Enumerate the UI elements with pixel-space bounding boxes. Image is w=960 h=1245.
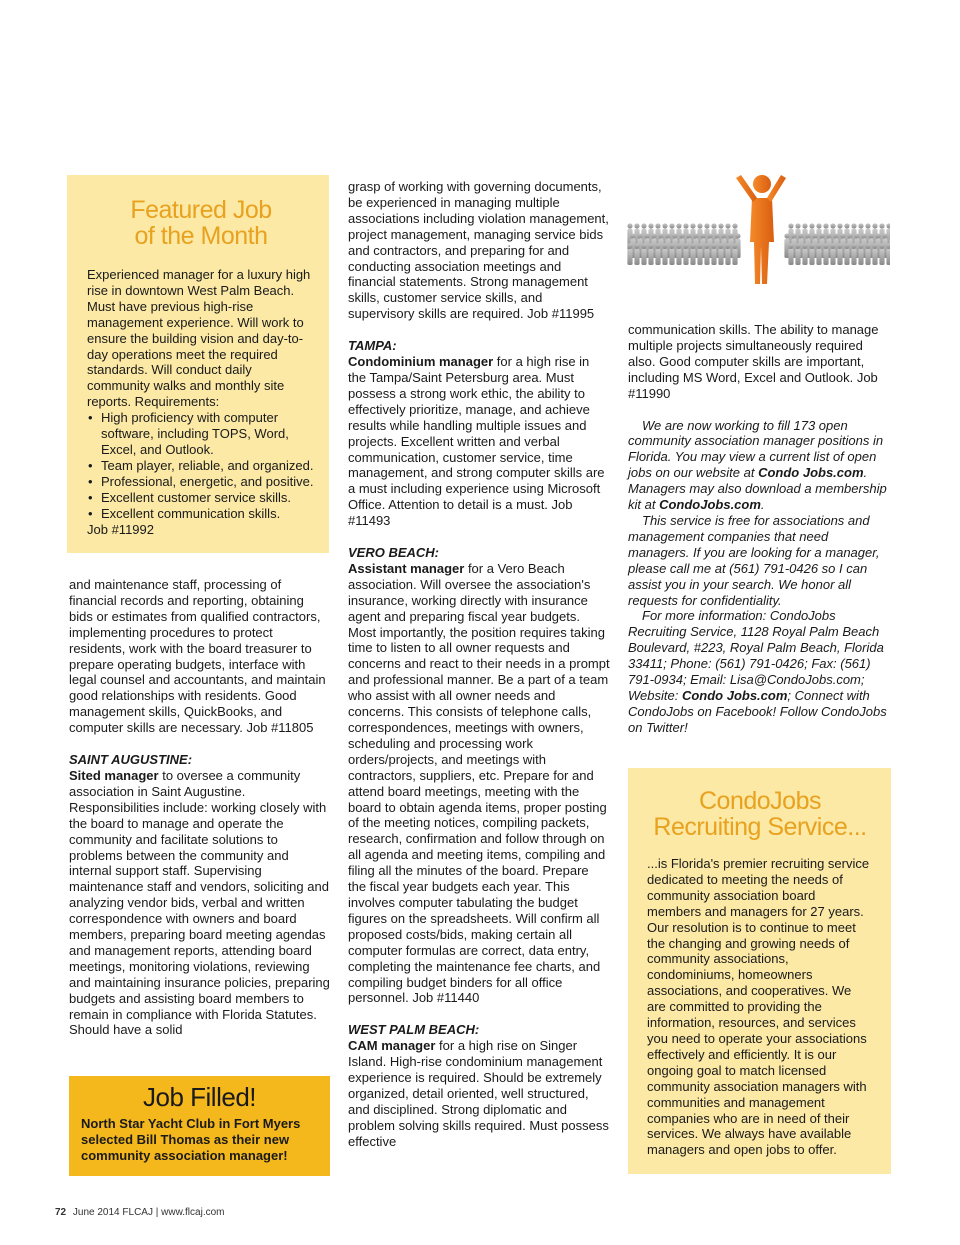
website-link[interactable]: www.flcaj.com <box>161 1207 225 1218</box>
footer-separator: | <box>155 1207 159 1218</box>
featured-job-requirements <box>87 410 315 521</box>
section-heading-west-palm-beach: WEST PALM BEACH: <box>348 1022 480 1038</box>
job-listing-text: communication skills. The ability to manage multiple projects simultaneously required also. Good computer skills are important, including MS Word, Excel and Outlook. Job #11990 <box>628 322 879 401</box>
section-heading-vero-beach: VERO BEACH: <box>348 545 440 561</box>
featured-job-box <box>67 175 329 553</box>
list-item: • High proficiency with computer software, including TOPS, Word, Excel, and Outlook. <box>87 410 315 458</box>
service-paragraph: This service is free for associations and management companies that need managers. If you are looking for a manager, please call me at (561) 791-0426 so I can assist you in your search. We honor all requests for confidentiality. <box>628 512 880 608</box>
list-item: • Excellent communication skills. <box>87 506 315 522</box>
job-listing-tampa: Condominium manager for a high rise in the Tampa/Saint Petersburg area. Must possess a strong work ethic, the ability to effectively prioritize, manage, and achieve results while handling multiple issues and projects. Excellent written and verbal communication, customer service, time management, and strong computer skills are a must including experience using Microsoft Office. Attention to detail is a must. Job #11493 <box>348 354 605 529</box>
issue-label: June 2014 FLCAJ <box>72 1207 153 1218</box>
intro-paragraph: We are now working to fill 173 open community association manager positions in Florida. You may view a current list of open jobs on our website at Condo Jobs.com. Managers may also download a membership kit at CondoJobs.com. <box>628 417 887 513</box>
column-3 <box>628 322 890 736</box>
job-listing-vero-beach: Assistant manager for a Vero Beach association. Will oversee the association's insurance, working directly with insurance agent and preparing fiscal year budgets. Most importantly, the position requires taking time to listen to all owner requests and concerns and react to their needs in a prompt and professional manner. Be a part of a team who assist with all owner needs and concerns. This consists of telephone calls, correspondences, meetings with owners, scheduling and processing work orders/projects, and meetings with contractors, suppliers, etc. Prepare for and attend board meetings, meeting with the board to obtain agenda items, proper posting of the meeting notices, compiling packets, research, confirmation and follow through on all agenda and meeting items, compiling and filing all the minutes of the board. Prepare the fiscal year budgets each year. This involves computer tabulating the budget figures on the spreadsheets. Will confirm all proposed costs/bids, making certain all computer formulas are correct, data entry, completing the maintenance fee charts, and compiling budget binders for all office personnel. Job #11440 <box>348 560 610 1006</box>
featured-job-title: Featured Job of the Month <box>130 196 272 250</box>
column-1 <box>69 577 331 1038</box>
standout-figure <box>736 175 786 284</box>
job-filled-title: Job Filled! <box>143 1082 256 1112</box>
job-listing-text: and maintenance staff, processing of financial records and reporting, obtaining bids or estimates from qualified contractors, implementing procedures to protect residents, work with the board treasurer to prepare operating budgets, interface with legal counsel and accountants, and maintain good relationships with residents. Good management skills, QuickBooks, and computer skills are necessary. Job #11805 <box>69 577 326 736</box>
job-filled-text: North Star Yacht Club in Fort Myers selected Bill Thomas as their new community association manager! <box>81 1116 301 1163</box>
recruiting-service-box <box>628 768 891 1174</box>
list-item: • Excellent customer service skills. <box>87 490 315 506</box>
recruiting-service-title: CondoJobs Recruiting Service... <box>653 787 867 841</box>
job-filled-box <box>69 1076 330 1176</box>
featured-job-number: Job #11992 <box>87 521 154 537</box>
crowd-standout-illustration <box>626 172 890 288</box>
section-heading-saint-augustine: SAINT AUGUSTINE: <box>69 752 193 768</box>
page-number: 72 <box>55 1207 67 1218</box>
featured-job-intro: Experienced manager for a luxury high rise in downtown West Palm Beach. Must have previous high-rise management experience. Will work to ensure the building vision and day-to-day operations meet the required standards. Will conduct daily community walks and monthly site reports. Requirements: <box>87 267 311 410</box>
job-listing-text: grasp of working with governing documents, be experienced in managing multiple associations including violation management, project management, managing service bids and contractors, and preparing for and conducting association meetings and financial statements. Strong management skills, customer service skills, and supervisory skills are required. Job #11995 <box>348 179 609 322</box>
recruiting-service-text: ...is Florida's premier recruiting service dedicated to meeting the needs of community association board members and managers for 27 years. Our resolution is to continue to meet the changing and growing needs of community associations, condominiums, homeowners associations, and cooperatives. We are committed to providing the information, resources, and services you need to operate your associations effectively and efficiently. It is our ongoing goal to match licensed community association managers with communities and management companies who are in need of their services. We always have available managers and open jobs to offer. <box>647 856 870 1158</box>
job-listing-west-palm-beach: CAM manager for a high rise on Singer Island. High-rise condominium management experience is required. Should be extremely organized, detail oriented, well structured, and disciplined. Strong diplomatic and problem solving skills required. Must possess effective <box>348 1038 609 1149</box>
job-listing-saint-augustine: Sited manager to oversee a community association in Saint Augustine. Responsibilities include: working closely with the board to manage and operate the community and facilitate solutions to problems between the community and internal support staff. Supervising maintenance staff and vendors, soliciting and analyzing vendor bids, verbal and written correspondence with owners and board members, preparing board meeting agendas and management reports, attending board meetings, monitoring violations, reviewing and maintaining insurance policies, preparing budgets and assisting board members to remain in compliance with Florida Statutes. Should have a solid <box>69 767 330 1038</box>
list-item: • Professional, energetic, and positive. <box>87 474 315 490</box>
column-2 <box>348 179 610 1150</box>
page-footer <box>55 1207 225 1218</box>
list-item: • Team player, reliable, and organized. <box>87 458 315 474</box>
contact-paragraph: For more information: CondoJobs Recruiting Service, 1128 Royal Palm Beach Boulevard, #223, Royal Palm Beach, Florida 33411; Phone: (561) 791-0426; Fax: (561) 791-0934; Email: Lisa@CondoJobs.com; Website: Condo Jobs.com; Connect with CondoJobs on Facebook! Follow CondoJobs on Twitter! <box>628 608 887 735</box>
section-heading-tampa: TAMPA: <box>348 338 397 354</box>
